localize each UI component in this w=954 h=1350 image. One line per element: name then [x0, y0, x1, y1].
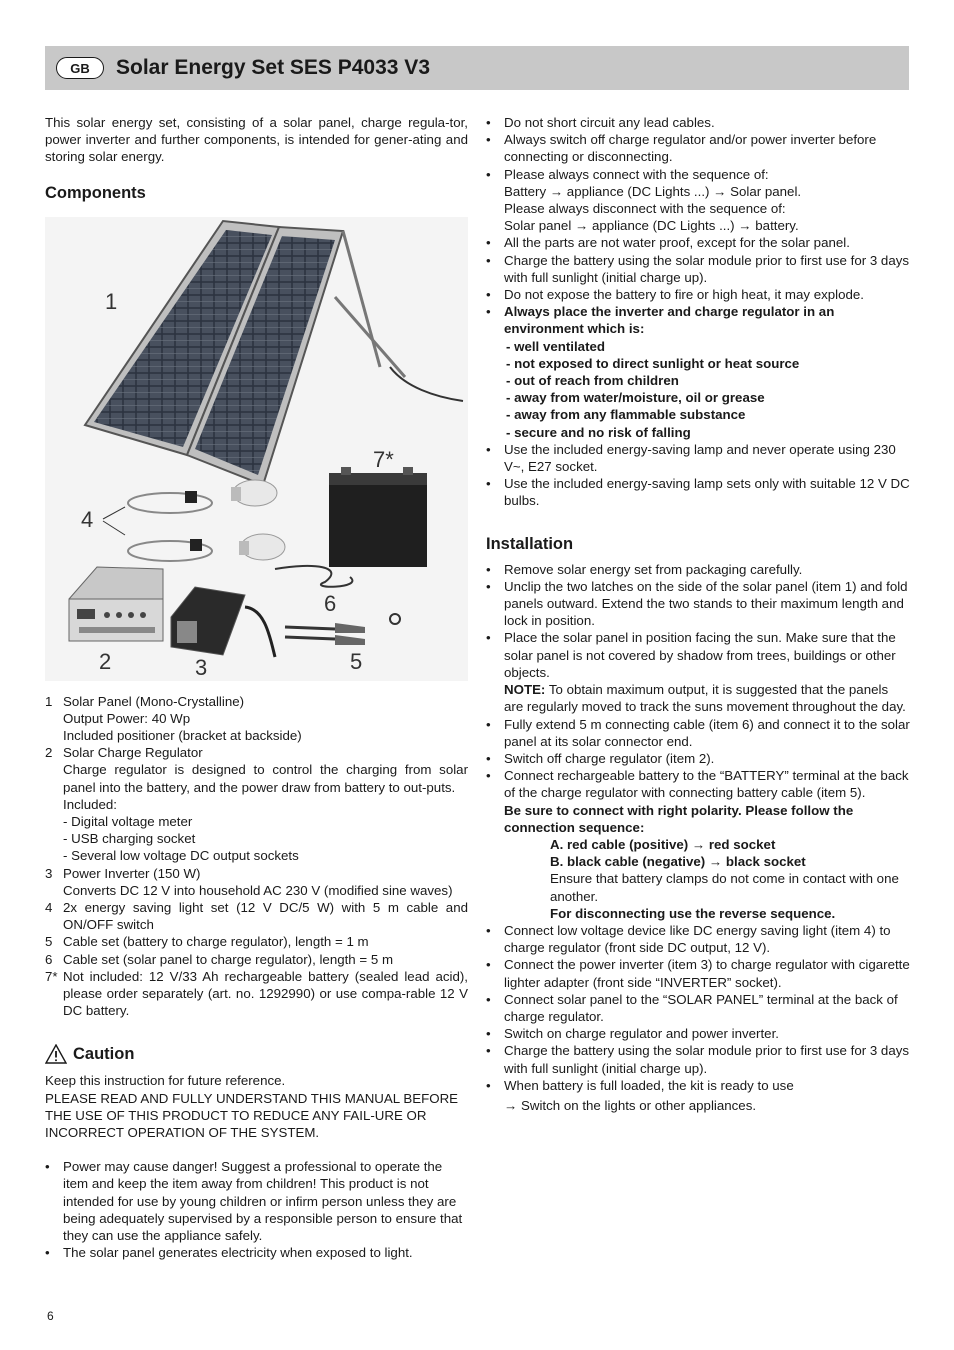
- figure-label-5: 5: [350, 648, 363, 674]
- list-item: • Connect solar panel to the “SOLAR PANEL” terminal at the back of charge regulator.: [486, 991, 898, 1024]
- list-item: 1 Solar Panel (Mono-Crystalline) Output Power: 40 Wp Included positioner (bracket at backside): [45, 693, 302, 744]
- list-item: • Always switch off charge regulator and/or power inverter before connecting or disconnecting.: [486, 132, 877, 165]
- title-bar: [45, 46, 909, 90]
- page-number: 6: [47, 1309, 54, 1323]
- components-illustration: [45, 217, 468, 681]
- caution-heading-row: [45, 1044, 468, 1064]
- caution-intro-1: Keep this instruction for future reference.: [45, 1073, 286, 1089]
- right-column: [486, 114, 910, 1114]
- figure-label-4: 4: [81, 506, 94, 532]
- battery-cable-drawing: [285, 614, 400, 645]
- list-item: • Power may cause danger! Suggest a professional to operate the item and keep the item away from children! This product is not intended for use by young children or infirm person unless they are being adequately supervised by a responsible person to ensure that they can use the appliance safely.: [45, 1159, 463, 1244]
- list-item: • Connect the power inverter (item 3) to charge regulator with cigarette lighter adapter (front side “INVERTER” socket).: [486, 957, 910, 990]
- list-item: • Charge the battery using the solar module prior to first use for 3 days with full sunlight (initial charge up).: [486, 252, 910, 285]
- list-item: • When battery is full loaded, the kit is ready to use → Switch on the lights or other appliances.: [486, 1077, 910, 1114]
- intro-paragraph: This solar energy set, consisting of a solar panel, charge regula-tor, power inverter and further components, is intended for gener-ating and storing solar energy.: [45, 115, 468, 165]
- list-item: • Do not expose the battery to fire or high heat, it may explode.: [486, 287, 864, 303]
- caution-list-right: [486, 114, 910, 510]
- light-set-drawing: [103, 480, 285, 561]
- caution-heading: Caution: [73, 1044, 135, 1063]
- power-inverter-drawing: [171, 587, 275, 657]
- list-item: • Fully extend 5 m connecting cable (item 6) and connect it to the solar panel at its solar connector end.: [486, 716, 910, 749]
- list-item: • Place the solar panel in position facing the sun. Make sure that the solar panel is not covered by shadow from trees, buildings or other objects. NOTE: To obtain maximum output, it is suggested that the panels are regularly moved to track the suns movement throughout the day.: [486, 629, 910, 715]
- list-item: • Connect low voltage device like DC energy saving light (item 4) to charge regulator (front side DC output, 12 V).: [486, 922, 891, 956]
- list-item: 4 2x energy saving light set (12 V DC/5 W) with 5 m cable and ON/OFF switch: [45, 900, 468, 933]
- list-item: • Please always connect with the sequence of: Battery → appliance (DC Lights ...) → Solar panel. Please always disconnect with the sequence of: Solar panel → appliance (DC Lights ...) → battery.: [486, 166, 910, 235]
- solar-panel-drawing: [85, 221, 463, 485]
- list-item: 7* Not included: 12 V/33 Ah rechargeable battery (sealed lead acid), please order separately (art. no. 1292990) or use compa-rable 12 V DC battery.: [45, 968, 468, 1019]
- installation-note: NOTE: To obtain maximum output, it is suggested that the panels are regularly moved to track the suns movement throughout the day.: [504, 682, 906, 715]
- caution-intro-2: PLEASE READ AND FULLY UNDERSTAND THIS MANUAL BEFORE THE USE OF THIS PRODUCT TO REDUCE ANY FAIL-URE OR INCORRECT OPERATION OF THE SYSTEM.: [45, 1090, 459, 1141]
- list-item: • The solar panel generates electricity when exposed to light.: [45, 1245, 413, 1261]
- final-step: → Switch on the lights or other appliances.: [504, 1097, 757, 1113]
- list-item: • Unclip the two latches on the side of the solar panel (item 1) and fold panels outward. Extend the two stands to their maximum length and lock in position.: [486, 578, 908, 629]
- components-heading: Components: [45, 183, 146, 202]
- figure-label-1: 1: [105, 288, 118, 314]
- disconnect-sequence: Solar panel → appliance (DC Lights ...) → battery.: [504, 218, 799, 234]
- components-list: [45, 693, 468, 1020]
- left-column: [45, 114, 468, 1262]
- warning-triangle-icon: [45, 1044, 67, 1064]
- figure-label-7: 7*: [373, 446, 394, 472]
- components-figure: [45, 217, 468, 681]
- list-item: 3 Power Inverter (150 W) Converts DC 12 V into household AC 230 V (modified sine waves): [45, 865, 453, 898]
- list-item: • Connect rechargeable battery to the “BATTERY” terminal at the back of the charge regulator with connecting battery cable (item 5). Be sure to connect with right polarity. Please follow the connection sequence: A. red cable (positive) → red socket B. black cable (negative) → black socket Ensure that battery clamps do not come in contact with one another. For disconnecting use the reverse sequence.: [486, 768, 909, 921]
- list-item: • Always place the inverter and charge regulator in an environment which is: - well ventilated - not exposed to direct sunlight or heat source - out of reach from children - away from water/moisture, oil or grease - away from any flammable substance - secure and no risk of falling: [486, 304, 835, 440]
- figure-label-2: 2: [99, 648, 112, 674]
- installation-steps: [486, 561, 910, 1115]
- figure-label-3: 3: [195, 654, 208, 680]
- list-item: • Do not short circuit any lead cables.: [486, 115, 715, 130]
- installation-heading: Installation: [486, 534, 574, 553]
- list-item: • Use the included energy-saving lamp sets only with suitable 12 V DC bulbs.: [486, 476, 910, 509]
- battery-drawing: [329, 467, 427, 567]
- figure-label-6: 6: [324, 590, 337, 616]
- list-item: 6 Cable set (solar panel to charge regulator), length = 5 m: [45, 951, 394, 967]
- list-item: • Use the included energy-saving lamp and never operate using 230 V~, E27 socket.: [486, 441, 896, 475]
- list-item: • All the parts are not water proof, except for the solar panel.: [486, 235, 850, 251]
- list-item: 2 Solar Charge Regulator Charge regulator is designed to control the charging from solar panel into the battery, and the power draw from battery to out-puts. Included: - Digital voltage meter - USB charging socket - Several low voltage DC output sockets: [45, 745, 468, 864]
- charge-regulator-drawing: [69, 567, 163, 641]
- list-item: • Charge the battery using the solar module prior to first use for 3 days with full sunlight (initial charge up).: [486, 1043, 910, 1076]
- page-title: Solar Energy Set SES P4033 V3: [116, 56, 430, 79]
- cable-drawing: [275, 565, 352, 586]
- caution-list-left: [45, 1158, 468, 1261]
- list-item: 5 Cable set (battery to charge regulator), length = 1 m: [45, 934, 369, 950]
- language-badge: GB: [56, 57, 104, 79]
- list-item: • Switch on charge regulator and power inverter.: [486, 1026, 779, 1042]
- connect-sequence: Battery → appliance (DC Lights ...) → Solar panel.: [504, 183, 802, 199]
- list-item: • Switch off charge regulator (item 2).: [486, 750, 715, 766]
- list-item: • Remove solar energy set from packaging carefully.: [486, 561, 803, 577]
